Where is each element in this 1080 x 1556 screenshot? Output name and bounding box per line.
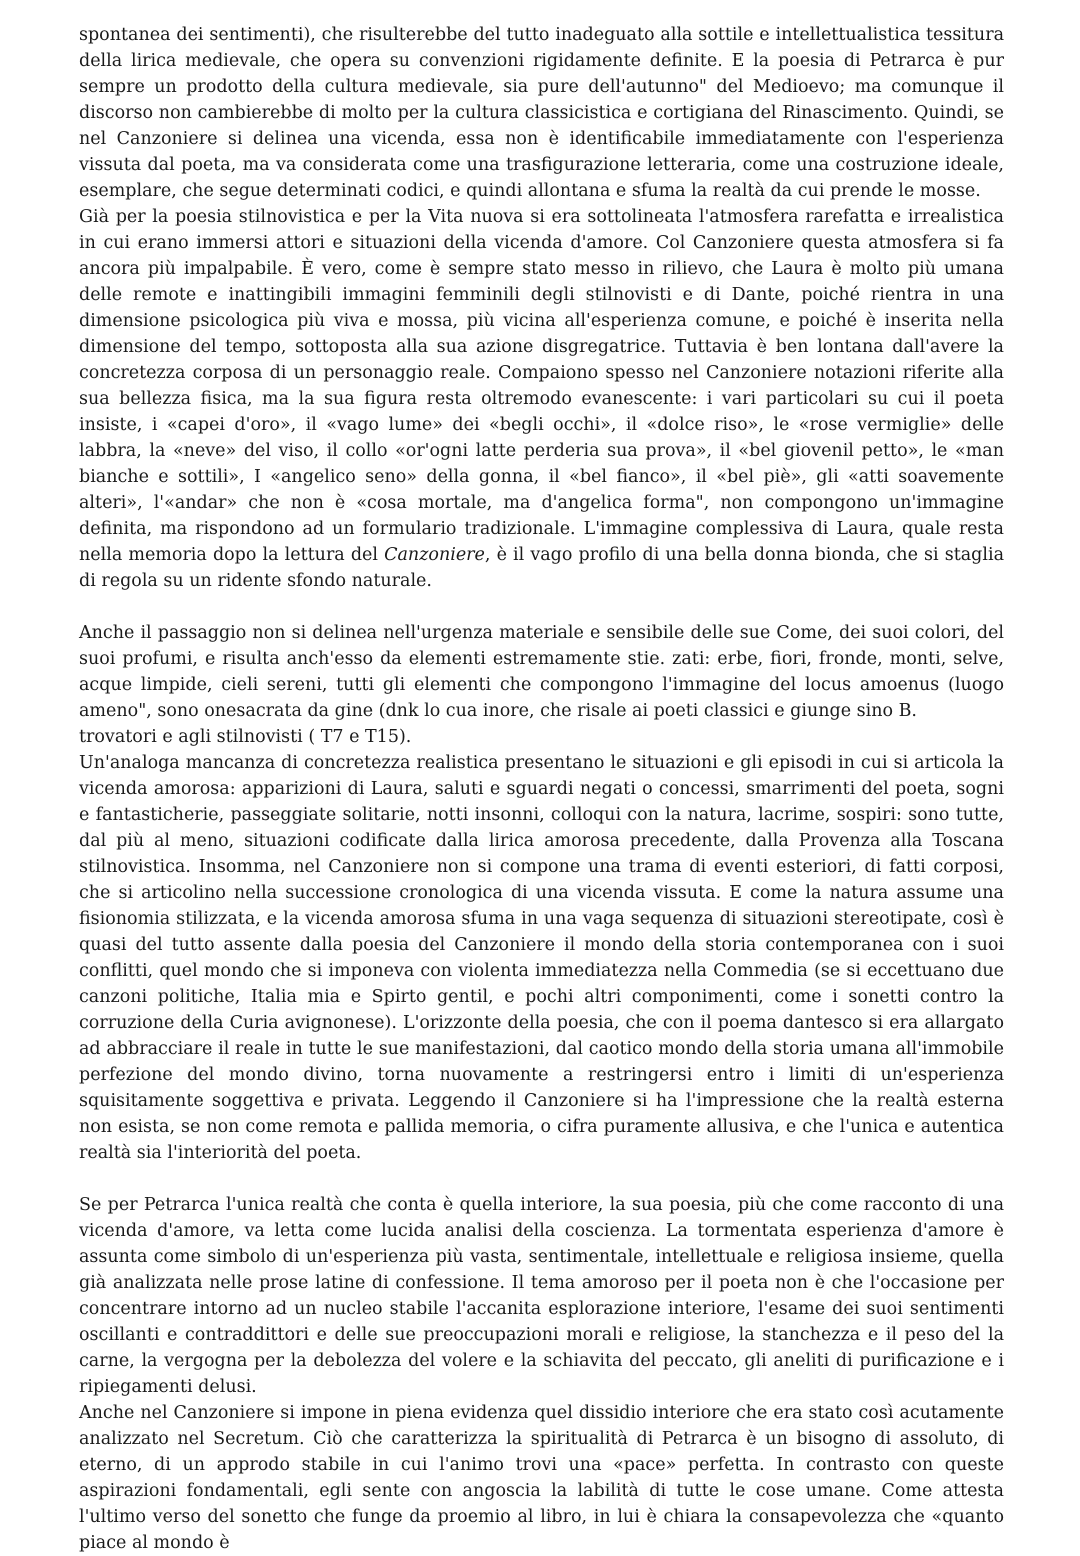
paragraph-2-tail: , è il vago profilo di una bella donna bionda, che si staglia di regola su un ridente sfondo naturale. [79,545,1004,591]
paragraph-gap [79,1166,1004,1192]
paragraph-2-text: Già per la poesia stilnovistica e per la Vita nuova si era sottolineata l'atmosfera rarefatta e irrealistica in cui erano immersi attori e situazioni della vicenda d'amore. Col Canzoniere questa atmosfera si fa ancora più impalpabile. È vero, come è sempre stato messo in rilievo, che Laura è molto più umana delle remote e inattingibili immagini femminili degli stilnovisti e di Dante, poiché rientra in una dimensione psicologica più viva e mossa, più vicina all'esperienza comune, e poiché è inserita nella dimensione del tempo, sottoposta alla sua azione disgregatrice. Tuttavia è ben lontana dall'avere la concretezza corposa di un personaggio reale. Compaiono spesso nel Canzoniere notazioni riferite alla sua bellezza fisica, ma la sua figura resta oltremodo evanescente: i vari particolari su cui il poeta insiste, i «capei d'oro», il «vago lume» dei «begli occhi», il «dolce riso», le «rose vermiglie» delle labbra, la «neve» del viso, il collo «or'ogni latte perderia sua prova», il «bel giovenil petto», le «man bianche e sottili», I «angelico seno» della gonna, il «bel fianco», il «bel piè», gli «atti soavemente alteri», l'«andar» che non è «cosa mortale, ma d'angelica forma", non compongono un'immagine definita, ma rispondono ad un formulario tradizionale. L'immagine complessiva di Laura, quale resta nella memoria dopo la lettura del [79,207,1004,565]
paragraph-6: Anche nel Canzoniere si impone in piena evidenza quel dissidio interiore che era stato così acutamente analizzato nel Secretum. Ciò che caratterizza la spiritualità di Petrarca è un bisogno di assoluto, di eterno, di un approdo stabile in cui l'animo trovi una «pace» perfetta. In contrasto con queste aspirazioni fondamentali, egli sente con angoscia la labilità di tutte le cose umane. Come attesta l'ultimo verso del sonetto che funge da proemio al libro, in lui è chiara la consapevolezza che «quanto piace al mondo è [79,1403,1004,1553]
paragraph-gap [79,594,1004,620]
paragraph-2-italic-title: Canzoniere [384,545,485,565]
paragraph-1: spontanea dei sentimenti), che risulterebbe del tutto inadeguato alla sottile e intellettualistica tessitura della lirica medievale, che opera su convenzioni rigidamente definite. E la poesia di Petrarca è pur sempre un prodotto della cultura medievale, sia pure dell'autunno" del Medioevo; ma comunque il discorso non cambierebbe di molto per la cultura classicistica e cortigiana del Rinascimento. Quindi, se nel Canzoniere si delinea una vicenda, essa non è identificabile immediatamente con l'esperienza vissuta dal poeta, ma va considerata come una trasfigurazione letteraria, come una costruzione ideale, esemplare, che segue determinati codici, e quindi allontana e sfuma la realtà da cui prende le mosse. [79,25,1004,201]
paragraph-4: Un'analoga mancanza di concretezza realistica presentano le situazioni e gli episodi in cui si articola la vicenda amorosa: apparizioni di Laura, saluti e sguardi negati o concessi, smarrimenti del poeta, sogni e fantasticherie, passeggiate solitarie, notti insonni, colloqui con la natura, lacrime, sospiri: sono tutte, dal più al meno, situazioni codificate dalla lirica amorosa precedente, dalla Provenza alla Toscana stilnovistica. Insomma, nel Canzoniere non si compone una trama di eventi esteriori, di fatti corposi, che si articolino nella successione cronologica di una vicenda vissuta. E come la natura assume una fisionomia stilizzata, e la vicenda amorosa sfuma in una vaga sequenza di situazioni stereotipate, così è quasi del tutto assente dalla poesia del Canzoniere il mondo della storia contemporanea con i suoi conflitti, quel mondo che si imponeva con violenta immediatezza nella Commedia (se si eccettuano due canzoni politiche, Italia mia e Spirto gentil, e pochi altri componimenti, come i sonetti contro la corruzione della Curia avignonese). L'orizzonte della poesia, che con il poema dantesco si era allargato ad abbracciare il reale in tutte le sue manifestazioni, dal caotico mondo della storia umana all'immobile perfezione del mondo divino, torna nuovamente a restringersi entro i limiti di un'esperienza squisitamente soggettiva e privata. Leggendo il Canzoniere si ha l'impressione che la realtà esterna non esista, se non come remota e pallida memoria, o cifra puramente allusiva, e che l'unica e autentica realtà sia l'interiorità del poeta. [79,753,1004,1163]
paragraph-5: Se per Petrarca l'unica realtà che conta è quella interiore, la sua poesia, più che come racconto di una vicenda d'amore, va letta come lucida analisi della coscienza. La tormentata esperienza d'amore è assunta come simbolo di un'esperienza più vasta, sentimentale, intellettuale e religiosa insieme, quella già analizzata nelle prose latine di confessione. Il tema amoroso per il poeta non è che l'occasione per concentrare intorno ad un nucleo stabile l'accanita esplorazione interiore, l'esame dei suoi sentimenti oscillanti e contraddittori e delle sue preoccupazioni morali e religiose, la stanchezza e il peso del la carne, la vergogna per la debolezza del volere e la schiavita del peccato, gli aneliti di purificazione e i ripiegamenti delusi. [79,1195,1004,1397]
paragraph-3: Anche il passaggio non si delinea nell'urgenza materiale e sensibile delle sue Come, dei suoi colori, del suoi profumi, e risulta anch'esso da elementi estremamente stie. zati: erbe, fiori, fronde, monti, selve, acque limpide, cieli sereni, tutti gli elementi che compongono l'immagine del locus amoenus (luogo ameno", sono onesacrata da gine (dnk lo cua inore, che risale ai poeti classici e giunge sino B. [79,623,1004,721]
document-page [79,22,1004,1556]
paragraph-2 [79,204,1004,594]
paragraph-3-continuation: trovatori e agli stilnovisti ( T7 e T15). [79,727,412,747]
